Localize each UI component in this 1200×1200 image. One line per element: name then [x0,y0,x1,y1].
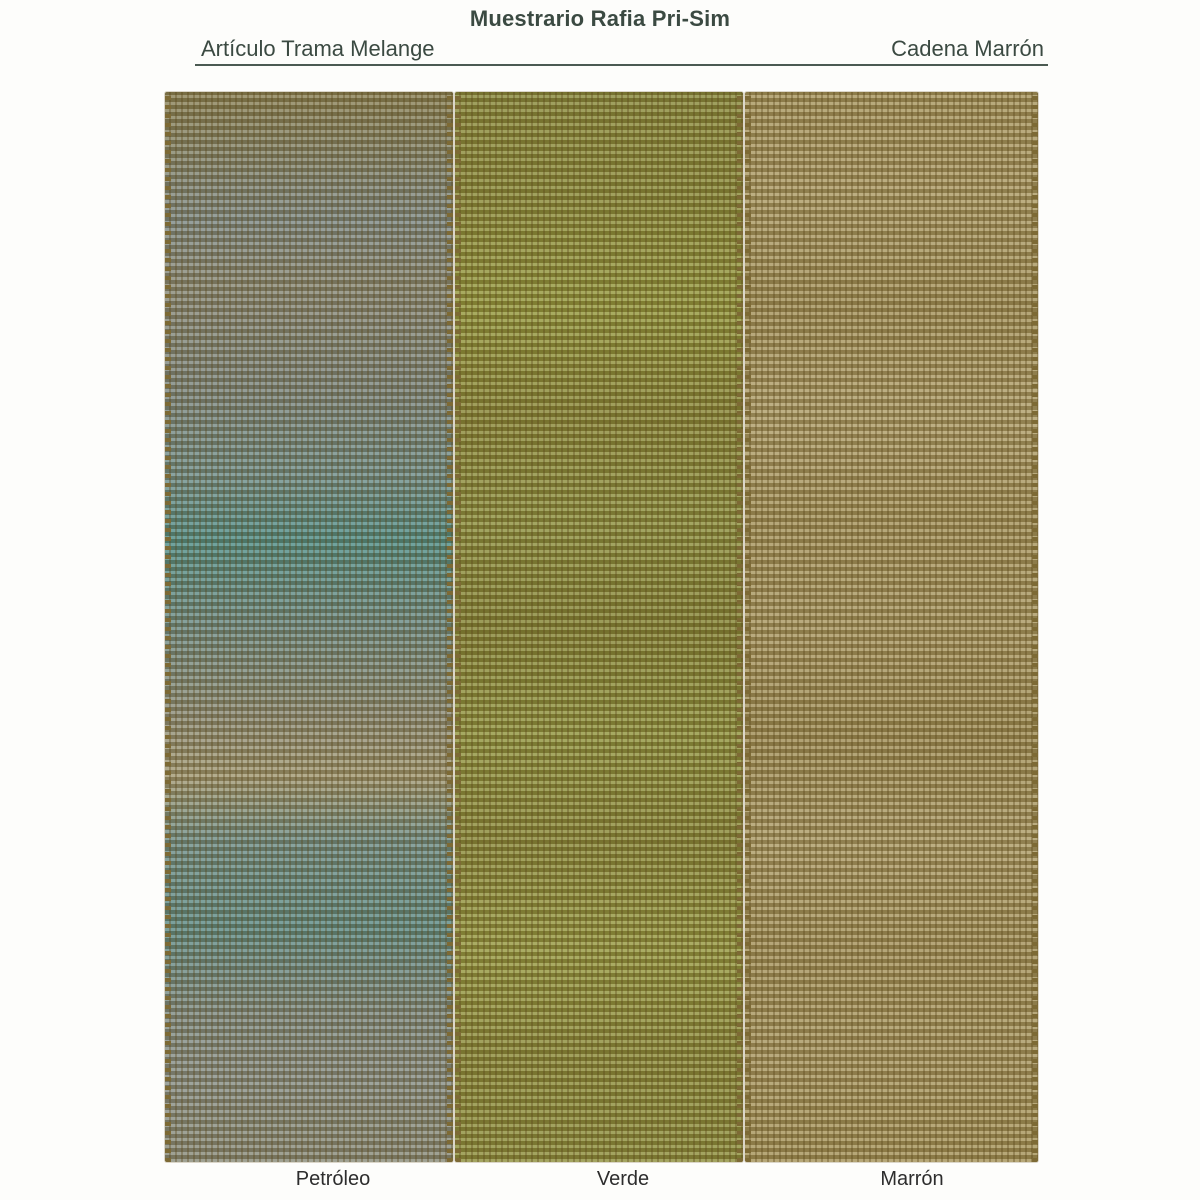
swatch-fringe [737,92,743,1162]
article-label: Artículo Trama Melange [201,36,435,61]
swatch-label-marron: Marrón [880,1168,944,1190]
chain-label: Cadena Marrón [891,36,1044,61]
swatch-verde [455,92,743,1162]
swatch-label-verde: Verde [596,1168,650,1190]
swatch-fringe [1032,92,1038,1162]
subheader [195,34,1048,66]
page-title: Muestrario Rafia Pri-Sim [469,6,731,31]
swatch-fringe [455,92,461,1162]
swatch-fringe [745,92,751,1162]
swatch-fringe [165,92,171,1162]
swatch-marron [745,92,1038,1162]
swatch-fringe [447,92,453,1162]
swatch-petroleo [165,92,453,1162]
swatch-label-petroleo: Petróleo [295,1168,371,1190]
